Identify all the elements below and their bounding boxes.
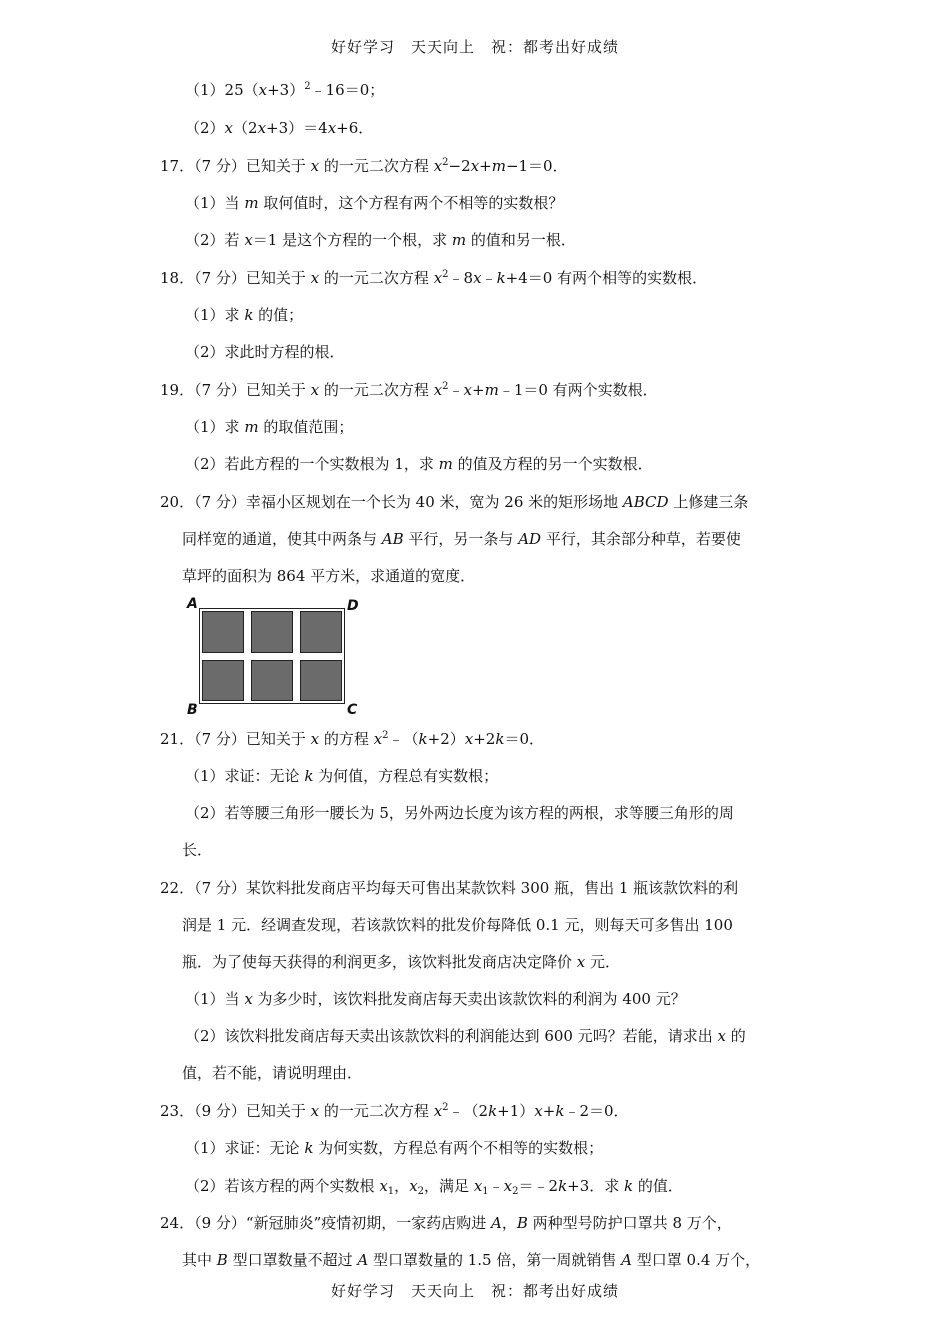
q24-line2: 其中 B 型口罩数量不超过 A 型口罩数量的 1.5 倍，第一周就销售 A 型口罩 0.4 万个， (182, 1251, 761, 1269)
q16-part2: （2）x（2x+3）＝4x+6． (185, 119, 374, 137)
q23-part2: （2）若该方程的两个实数根 $x_1$，$x_2$，满足 $x_1﹣x_2=﹣2k+3$．求 k 的值． (185, 1177, 683, 1197)
q22-part2-line2: 值，若不能，请说明理由． (182, 1064, 363, 1082)
vertex-label-a: A (187, 596, 198, 612)
q21-part2-line1: （2）若等腰三角形一腰长为 5，另外两边长度为该方程的两根，求等腰三角形的周 (185, 804, 734, 822)
q21-part1: （1）求证：无论 k 为何值，方程总有实数根； (185, 767, 499, 785)
q22-part2-line1: （2）该饮料批发商店每天卖出该款饮料的利润能达到 600 元吗？若能，请求出 x 的 (185, 1027, 746, 1045)
q18-part2: （2）求此时方程的根． (185, 343, 345, 361)
q17-stem: 17．（7 分）已知关于 x 的一元二次方程 $x^2-2x+m-1=0$． (160, 157, 568, 175)
q19-stem: 19．（7 分）已知关于 x 的一元二次方程 $x^2﹣x+m﹣1=0$ 有两个实数根． (160, 381, 658, 399)
vertex-label-d: D (347, 598, 359, 614)
q21-part2-line2: 长． (182, 841, 213, 859)
q20-line2: 同样宽的通道，使其中两条与 AB 平行，另一条与 AD 平行，其余部分种草，若要使 (182, 530, 741, 548)
grass-plot (202, 660, 244, 701)
q22-line3: 瓶．为了使每天获得的利润更多，该饮料批发商店决定降价 x 元． (182, 953, 621, 971)
q17-part2: （2）若 x＝1 是这个方程的一个根，求 m 的值和另一根． (185, 231, 576, 249)
vertex-label-c: C (347, 702, 358, 718)
vertex-label-b: B (187, 702, 198, 718)
q22-line2: 润是 1 元．经调查发现，若该款饮料的批发价每降低 0.1 元，则每天可多售出 100 (182, 916, 733, 934)
q19-part2: （2）若此方程的一个实数根为 1，求 m 的值及方程的另一个实数根． (185, 455, 653, 473)
field-rectangle (199, 608, 345, 704)
grass-plot (300, 611, 342, 653)
q22-line1: 22．（7 分）某饮料批发商店平均每天可售出某款饮料 300 瓶，售出 1 瓶该款饮料的利 (160, 879, 739, 897)
q16-part1: $(1)25(x+3)^2﹣16=0$； (185, 81, 385, 99)
q17-part1: （1）当 m 取何值时，这个方程有两个不相等的实数根？ (185, 194, 564, 212)
q18-stem: 18．（7 分）已知关于 x 的一元二次方程 $x^2﹣8x﹣k+4=0$ 有两个相等的实数根． (160, 269, 708, 287)
grass-plot (202, 611, 244, 653)
grass-plot (251, 660, 293, 701)
page-header: 好好学习 天天向上 祝：都考出好成绩 (330, 38, 619, 56)
q23-stem: 23．（9 分）已知关于 x 的一元二次方程 $x^2﹣(2k+1)x+k﹣2=0$． (160, 1102, 629, 1120)
q23-part1: （1）求证：无论 k 为何实数，方程总有两个不相等的实数根； (185, 1139, 604, 1157)
q22-part1: （1）当 x 为多少时，该饮料批发商店每天卖出该款饮料的利润为 400 元？ (185, 990, 686, 1008)
q24-line1: 24．（9 分）“新冠肺炎”疫情初期，一家药店购进 A，B 两种型号防护口罩共 8 万个， (160, 1214, 732, 1232)
page-footer: 好好学习 天天向上 祝：都考出好成绩 (330, 1282, 619, 1300)
q20-line1: 20．（7 分）幸福小区规划在一个长为 40 米，宽为 26 米的矩形场地 ABCD 上修建三条 (160, 493, 749, 511)
grass-plot (300, 660, 342, 701)
q21-stem: 21．（7 分）已知关于 x 的方程 $x^2﹣(k+2)x+2k=0$． (160, 730, 544, 748)
q19-part1: （1）求 m 的取值范围； (185, 418, 354, 436)
q18-part1: （1）求 k 的值； (185, 306, 304, 324)
rectangle-figure (185, 596, 365, 720)
grass-plot (251, 611, 293, 653)
q20-line3: 草坪的面积为 864 平方米，求通道的宽度． (182, 567, 476, 585)
